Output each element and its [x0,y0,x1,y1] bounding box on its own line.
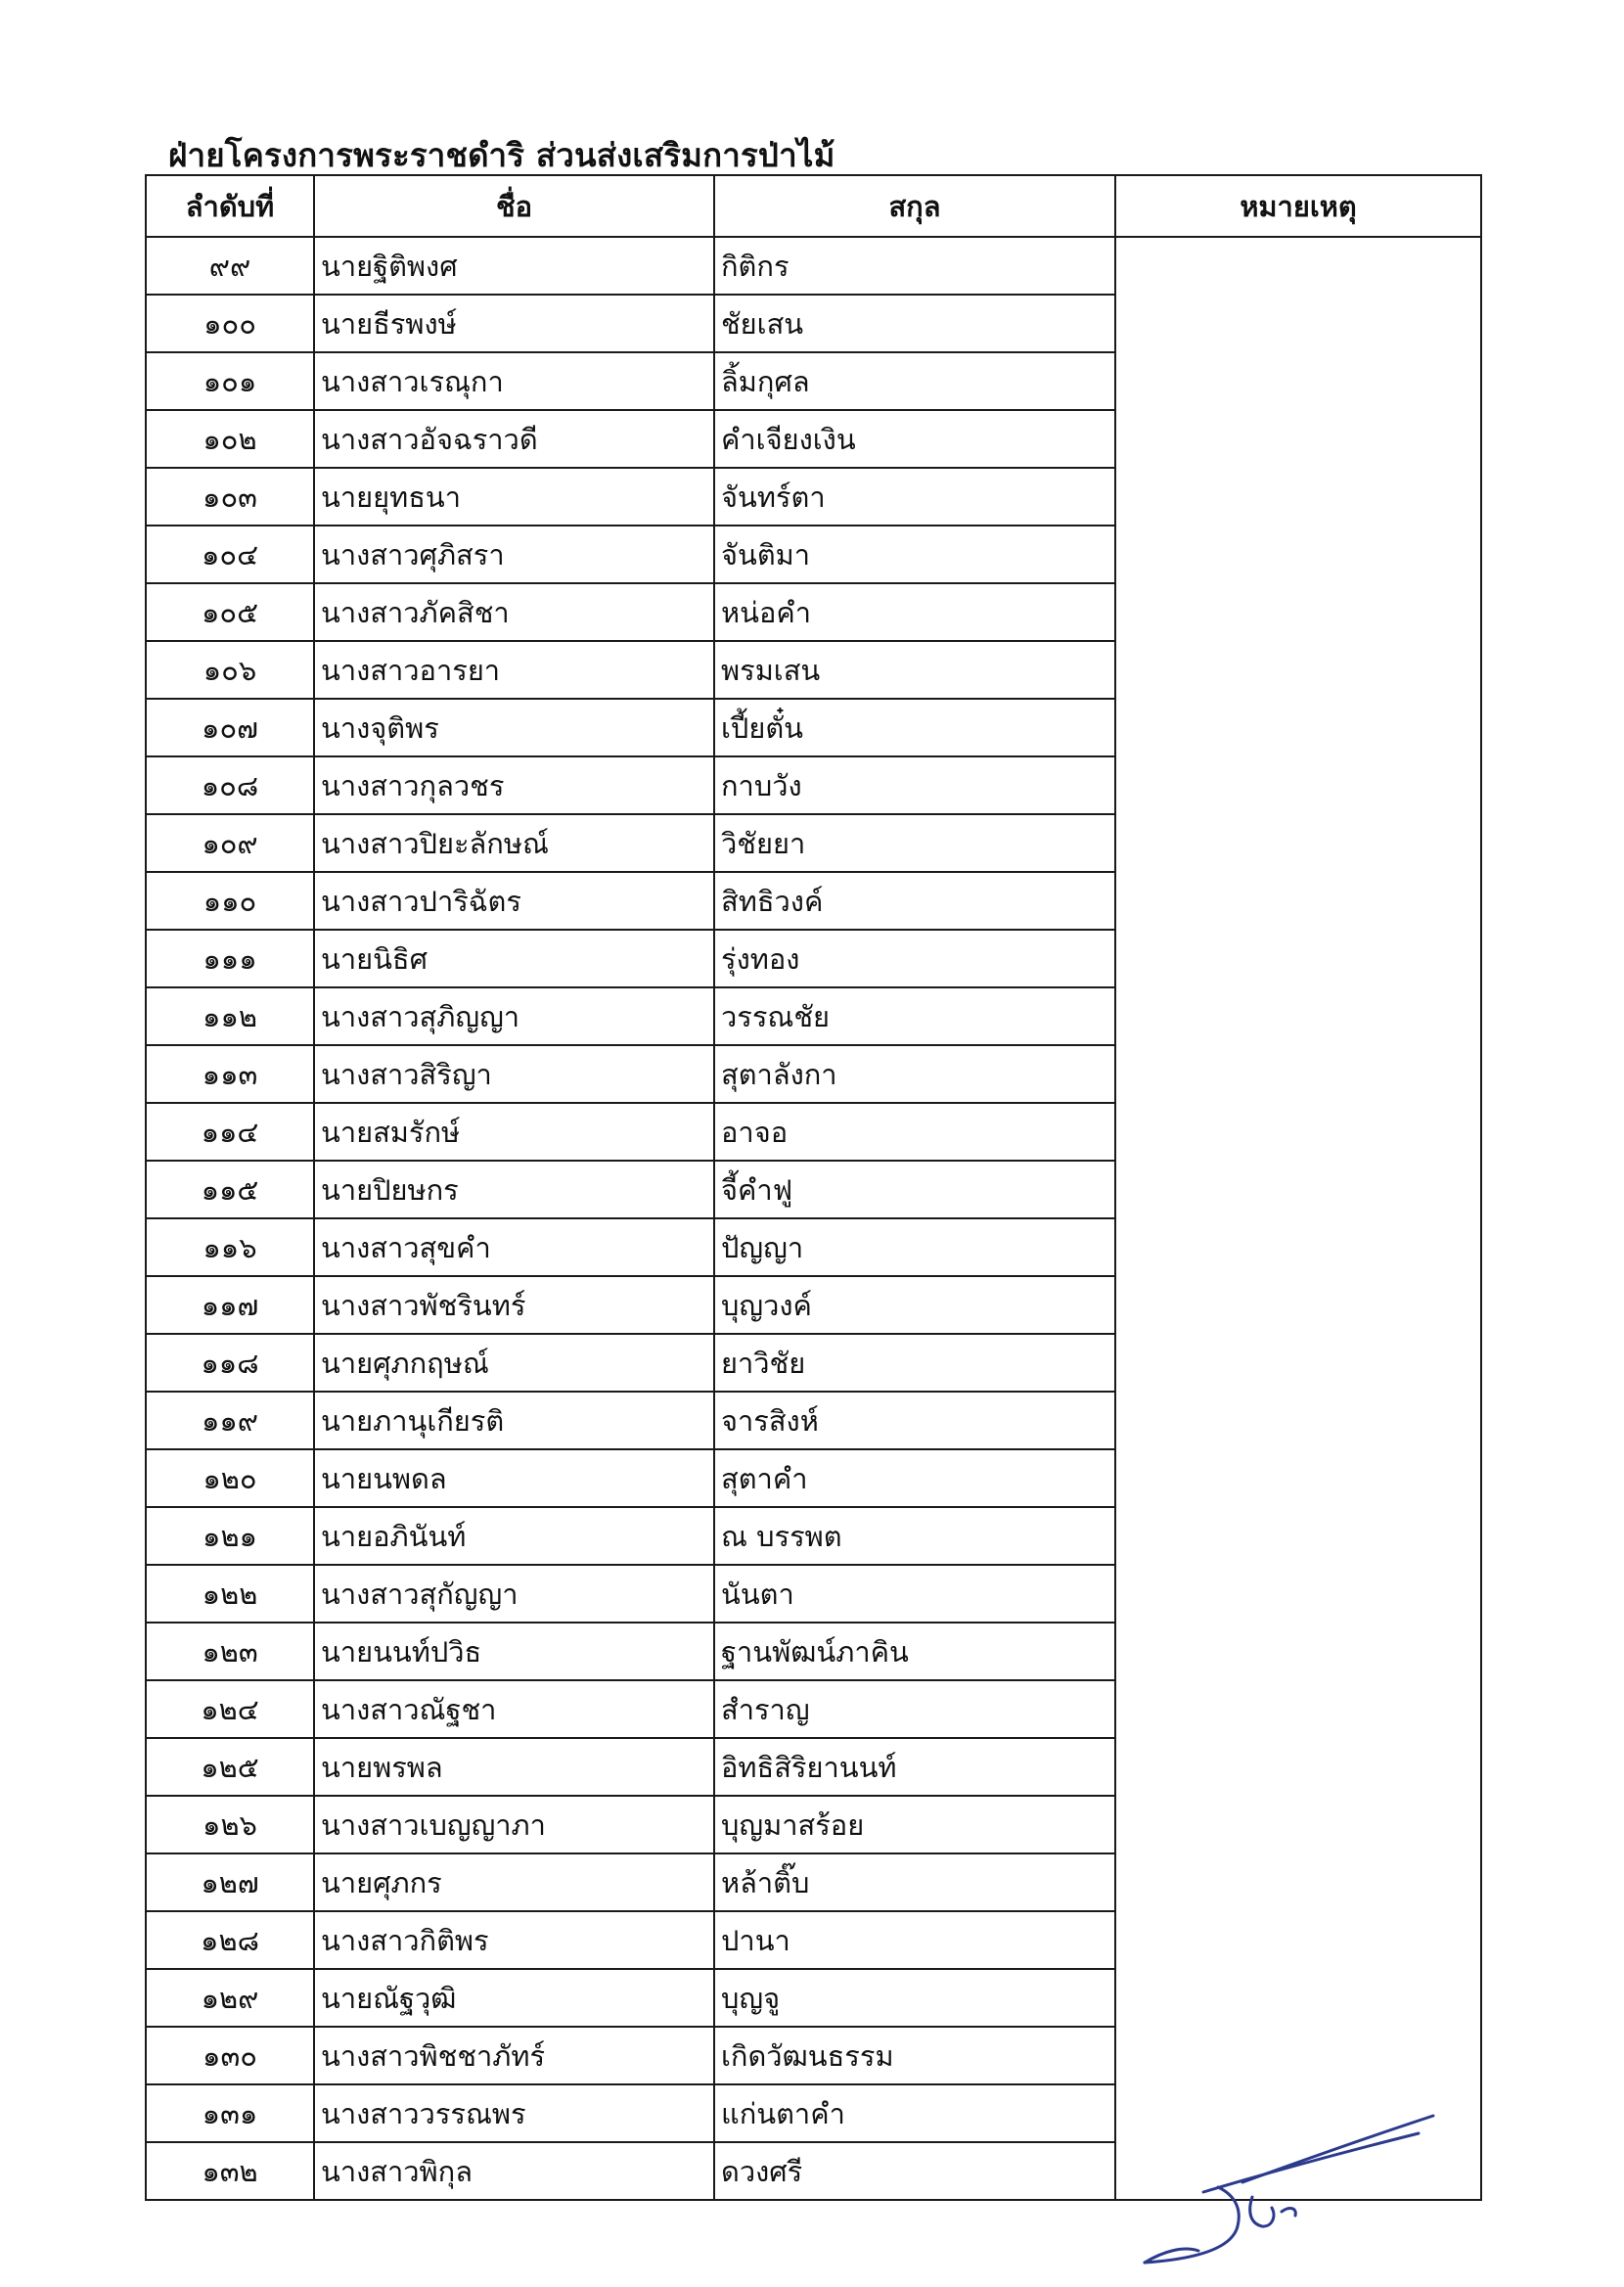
header-surname: สกุล [714,175,1115,237]
row-note [1115,1449,1481,1507]
row-name: นางสาวกุลวชร [314,756,714,814]
row-name: นายธีรพงษ์ [314,295,714,352]
table-row [146,1623,1481,1680]
row-note [1115,237,1481,295]
row-surname: จันทร์ตา [714,468,1115,526]
row-surname: สิทธิวงค์ [714,872,1115,930]
row-surname: แก่นตาคำ [714,2084,1115,2142]
signature [1125,2104,1448,2270]
row-number: ๑๑๕ [146,1161,314,1218]
row-name: นายนนท์ปวิธ [314,1623,714,1680]
table-row [146,1392,1481,1449]
table-row [146,237,1481,295]
row-note [1115,872,1481,930]
row-number: ๑๑๔ [146,1103,314,1161]
table-row [146,872,1481,930]
row-surname: เกิดวัฒนธรรม [714,2027,1115,2084]
row-number: ๑๐๗ [146,699,314,756]
row-number: ๑๒๑ [146,1507,314,1565]
row-name: นางสาวพิชชาภัทร์ [314,2027,714,2084]
table-row [146,1045,1481,1103]
table-row [146,1738,1481,1796]
row-note [1115,1045,1481,1103]
row-note [1115,468,1481,526]
table-row [146,1680,1481,1738]
row-surname: ณ บรรพต [714,1507,1115,1565]
row-name: นางจุติพร [314,699,714,756]
row-surname: ปัญญา [714,1218,1115,1276]
row-number: ๑๒๖ [146,1796,314,1853]
row-note [1115,1276,1481,1334]
row-note [1115,814,1481,872]
row-surname: หน่อคำ [714,583,1115,641]
row-note [1115,526,1481,583]
row-number: ๑๐๘ [146,756,314,814]
row-surname: บุญมาสร้อย [714,1796,1115,1853]
row-number: ๑๑๒ [146,987,314,1045]
row-number: ๑๓๒ [146,2142,314,2200]
row-name: นางสาวเรณุกา [314,352,714,410]
row-note [1115,1334,1481,1392]
row-name: นายนพดล [314,1449,714,1507]
row-surname: อาจอ [714,1103,1115,1161]
row-name: นายปิยษกร [314,1161,714,1218]
table-row [146,1796,1481,1853]
table-row [146,930,1481,987]
row-name: นายอภินันท์ [314,1507,714,1565]
row-surname: ลิ้มกุศล [714,352,1115,410]
row-surname: สุตาลังกา [714,1045,1115,1103]
row-number: ๑๐๑ [146,352,314,410]
table-row [146,1507,1481,1565]
row-surname: บุญจู [714,1969,1115,2027]
row-note [1115,1796,1481,1853]
row-note [1115,699,1481,756]
row-name: นายศุภกฤษณ์ [314,1334,714,1392]
row-number: ๑๒๘ [146,1911,314,1969]
row-note [1115,1507,1481,1565]
row-surname: บุญวงค์ [714,1276,1115,1334]
row-surname: ยาวิชัย [714,1334,1115,1392]
row-surname: อิทธิสิริยานนท์ [714,1738,1115,1796]
row-name: นางสาวศุภิสรา [314,526,714,583]
row-surname: ฐานพัฒน์ภาคิน [714,1623,1115,1680]
table-body [146,237,1481,2200]
row-number: ๑๓๑ [146,2084,314,2142]
table-row [146,987,1481,1045]
table-row [146,1565,1481,1623]
table-row [146,1969,1481,2027]
row-name: นางสาวปาริฉัตร [314,872,714,930]
row-note [1115,1392,1481,1449]
row-note [1115,352,1481,410]
row-surname: กาบวัง [714,756,1115,814]
row-surname: วรรณชัย [714,987,1115,1045]
table-row [146,1853,1481,1911]
row-note [1115,1680,1481,1738]
table-row [146,1218,1481,1276]
row-number: ๑๑๗ [146,1276,314,1334]
row-surname: จี้คำฟู [714,1161,1115,1218]
row-note [1115,295,1481,352]
header-note: หมายเหตุ [1115,175,1481,237]
table-row [146,2027,1481,2084]
row-name: นายศุภกร [314,1853,714,1911]
row-note [1115,2027,1481,2084]
row-number: ๑๐๓ [146,468,314,526]
table-row [146,641,1481,699]
table-row [146,1276,1481,1334]
row-surname: สำราญ [714,1680,1115,1738]
table-row [146,583,1481,641]
row-name: นายภานุเกียรติ [314,1392,714,1449]
row-note [1115,1218,1481,1276]
row-name: นายพรพล [314,1738,714,1796]
row-surname: ชัยเสน [714,295,1115,352]
row-note [1115,930,1481,987]
table-row [146,1911,1481,1969]
row-name: นางสาวภัคสิชา [314,583,714,641]
row-note [1115,1103,1481,1161]
row-number: ๑๐๕ [146,583,314,641]
row-surname: เปี้ยตั๋น [714,699,1115,756]
row-surname: รุ่งทอง [714,930,1115,987]
table-row [146,814,1481,872]
row-number: ๑๐๔ [146,526,314,583]
header-name: ชื่อ [314,175,714,237]
table-header-row [146,175,1481,237]
row-surname: พรมเสน [714,641,1115,699]
row-number: ๑๐๒ [146,410,314,468]
row-note [1115,1911,1481,1969]
row-name: นางสาวสุภิญญา [314,987,714,1045]
row-name: นางสาวพัชรินทร์ [314,1276,714,1334]
row-name: นายสมรักษ์ [314,1103,714,1161]
row-number: ๙๙ [146,237,314,295]
row-number: ๑๑๑ [146,930,314,987]
row-note [1115,410,1481,468]
row-name: นางสาวอัจฉราวดี [314,410,714,468]
row-number: ๑๒๙ [146,1969,314,2027]
row-name: นางสาวอารยา [314,641,714,699]
row-number: ๑๐๐ [146,295,314,352]
table-row [146,1161,1481,1218]
row-note [1115,1969,1481,2027]
row-number: ๑๐๖ [146,641,314,699]
table-row [146,1449,1481,1507]
table-row [146,1103,1481,1161]
row-number: ๑๑๐ [146,872,314,930]
table-row [146,352,1481,410]
row-surname: สุตาคำ [714,1449,1115,1507]
row-surname: ดวงศรี [714,2142,1115,2200]
row-note [1115,1161,1481,1218]
row-number: ๑๒๓ [146,1623,314,1680]
row-note [1115,583,1481,641]
row-number: ๑๓๐ [146,2027,314,2084]
row-name: นายนิธิศ [314,930,714,987]
row-number: ๑๒๐ [146,1449,314,1507]
table-row [146,295,1481,352]
page-title: ฝ่ายโครงการพระราชดำริ ส่วนส่งเสริมการป่าไม้ [168,136,835,174]
header-no: ลำดับที่ [146,175,314,237]
table-row [146,1334,1481,1392]
name-list-table [145,174,1482,2201]
row-name: นางสาวณัฐชา [314,1680,714,1738]
row-name: นางสาวพิกุล [314,2142,714,2200]
row-name: นางสาววรรณพร [314,2084,714,2142]
row-surname: จันติมา [714,526,1115,583]
table-row [146,699,1481,756]
row-name: นายณัฐวุฒิ [314,1969,714,2027]
row-note [1115,641,1481,699]
row-number: ๑๒๔ [146,1680,314,1738]
row-number: ๑๑๙ [146,1392,314,1449]
row-number: ๑๒๒ [146,1565,314,1623]
row-note [1115,1565,1481,1623]
row-name: นางสาวกิติพร [314,1911,714,1969]
row-number: ๑๒๗ [146,1853,314,1911]
row-number: ๑๒๕ [146,1738,314,1796]
table-row [146,756,1481,814]
row-note [1115,1623,1481,1680]
row-name: นางสาวเบญญาภา [314,1796,714,1853]
row-name: นางสาวสิริญา [314,1045,714,1103]
row-name: นางสาวปิยะลักษณ์ [314,814,714,872]
table-row [146,468,1481,526]
row-note [1115,1853,1481,1911]
row-surname: ปานา [714,1911,1115,1969]
row-number: ๑๑๘ [146,1334,314,1392]
row-surname: คำเจียงเงิน [714,410,1115,468]
row-surname: กิติกร [714,237,1115,295]
row-name: นางสาวสุขคำ [314,1218,714,1276]
row-name: นายฐิติพงศ [314,237,714,295]
row-surname: นันตา [714,1565,1115,1623]
row-note [1115,756,1481,814]
row-surname: หล้าติ๊บ [714,1853,1115,1911]
row-name: นายยุทธนา [314,468,714,526]
row-surname: วิชัยยา [714,814,1115,872]
row-number: ๑๑๖ [146,1218,314,1276]
table-row [146,410,1481,468]
row-note [1115,1738,1481,1796]
row-note [1115,987,1481,1045]
table-row [146,526,1481,583]
row-number: ๑๑๓ [146,1045,314,1103]
row-surname: จารสิงห์ [714,1392,1115,1449]
row-number: ๑๐๙ [146,814,314,872]
row-name: นางสาวสุกัญญา [314,1565,714,1623]
